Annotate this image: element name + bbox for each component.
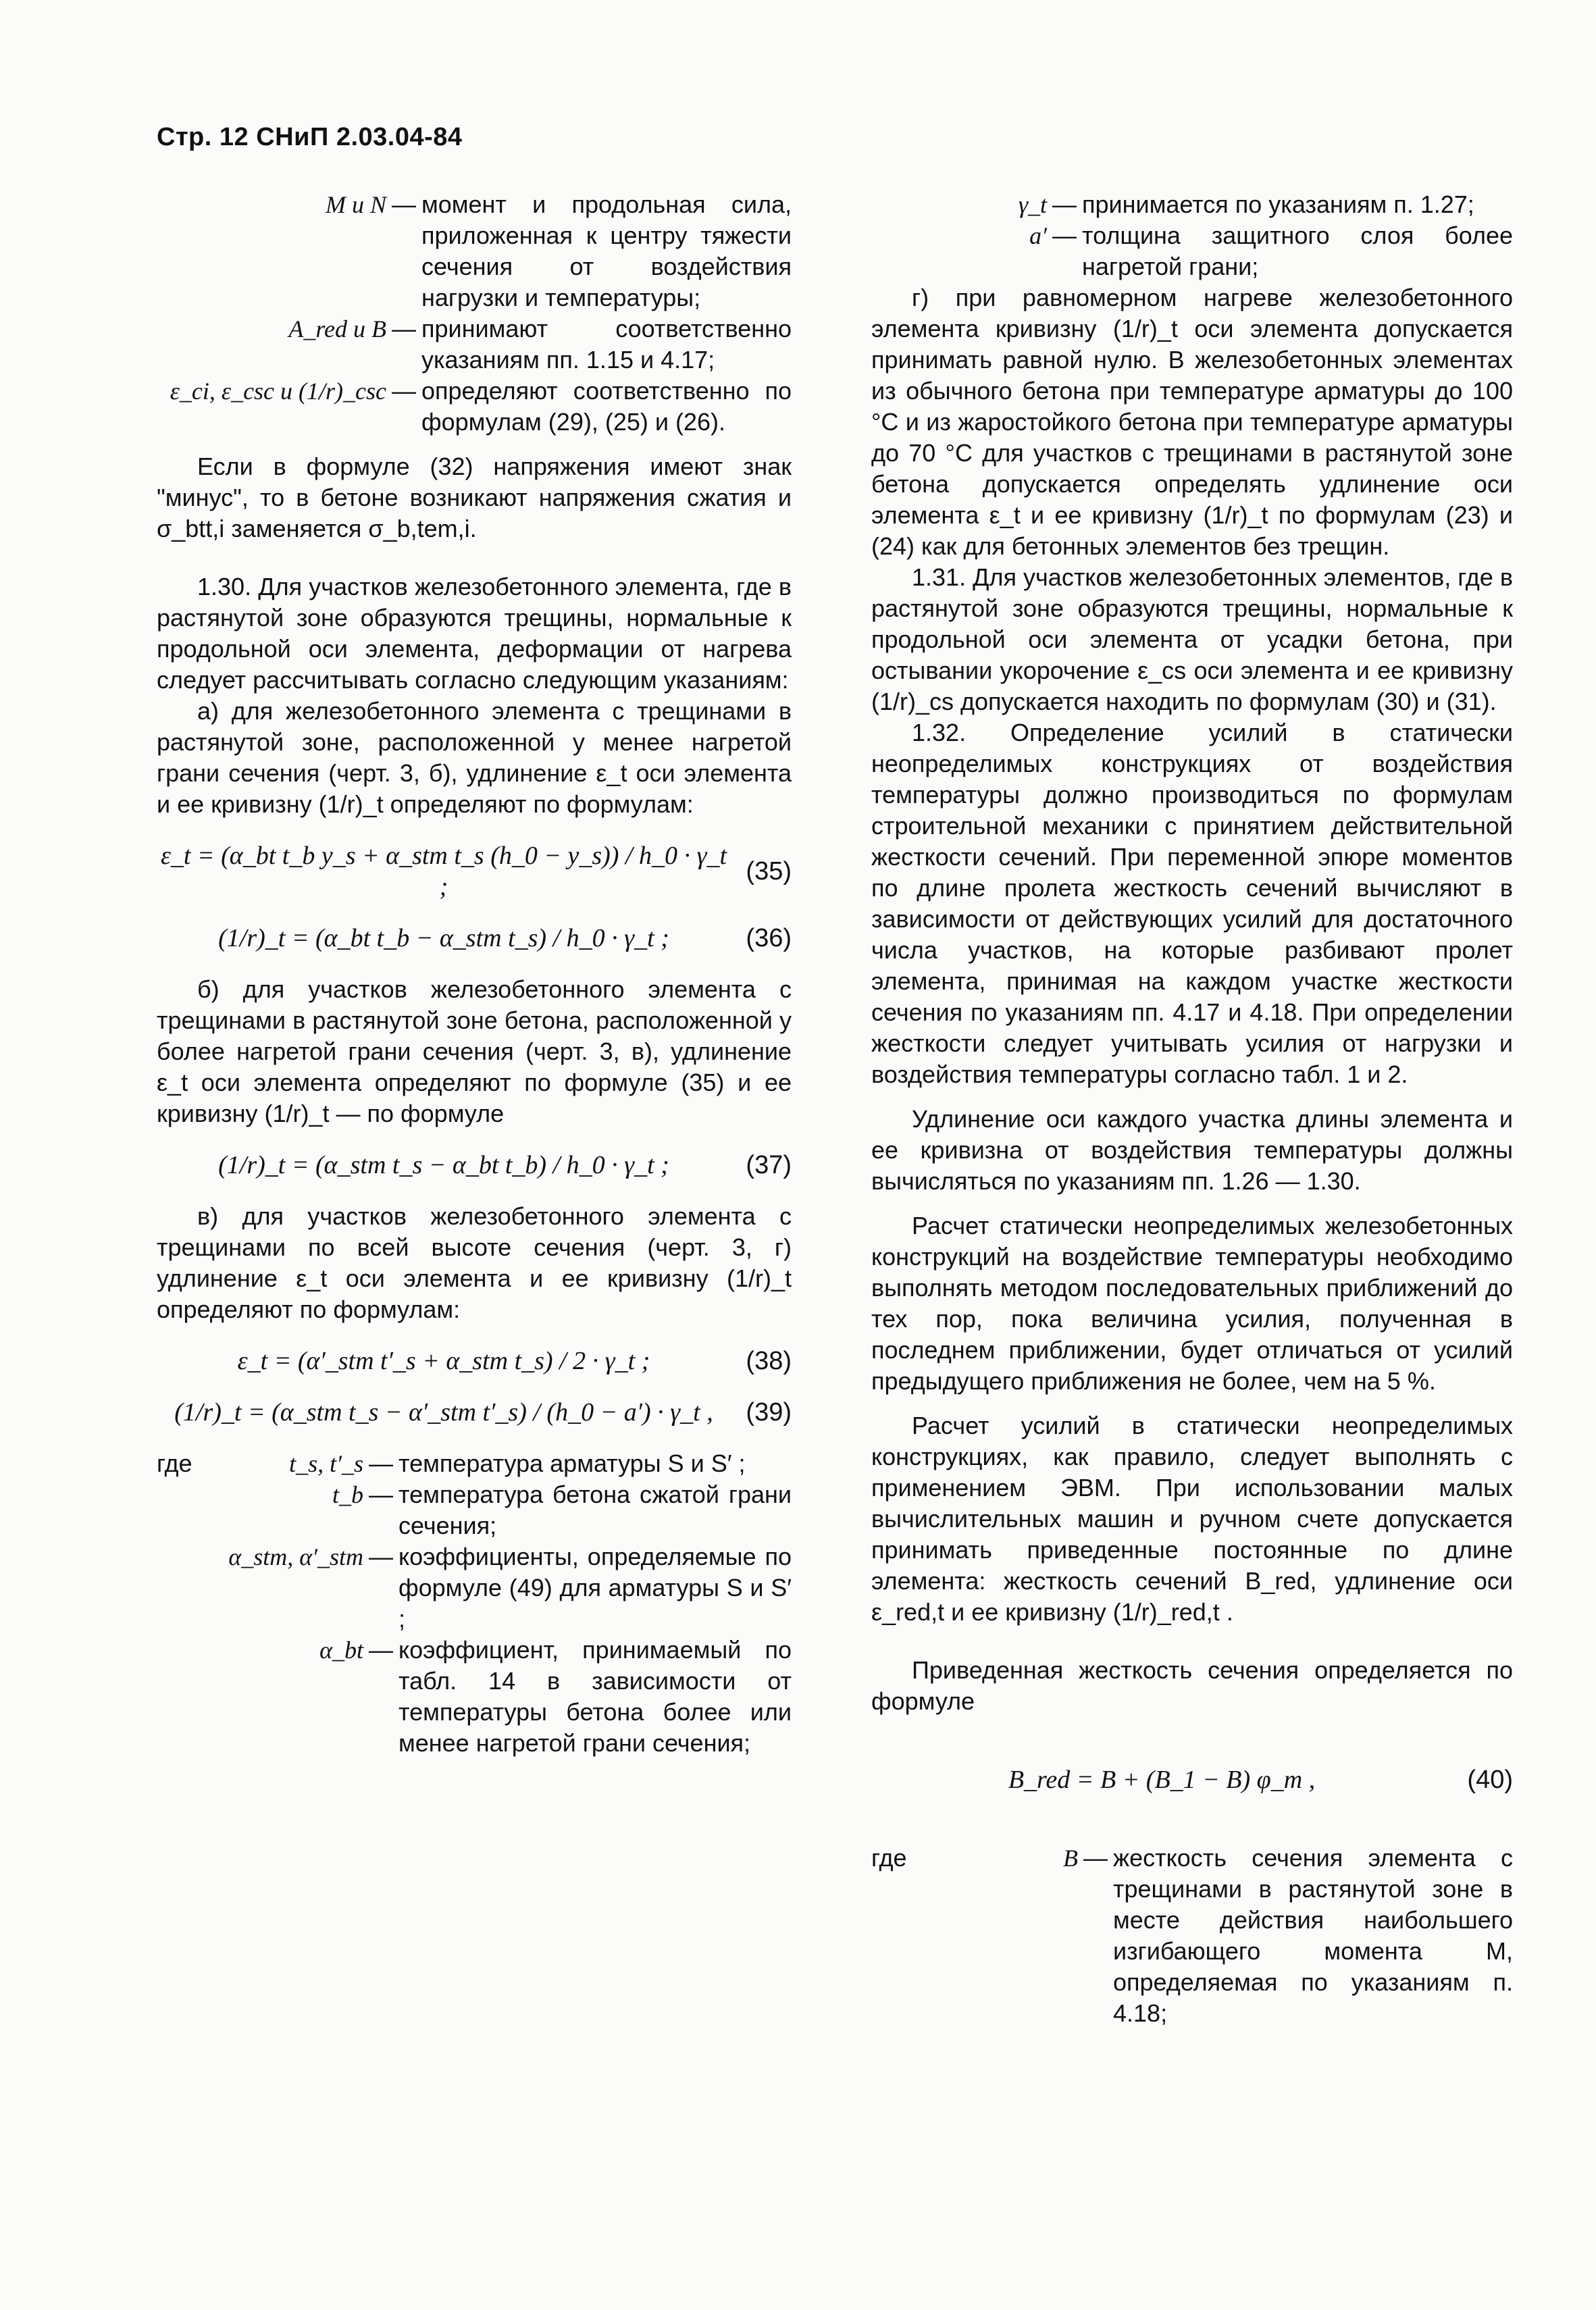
def-dash: —: [369, 1636, 393, 1664]
paragraph-1-31: 1.31. Для участков железобетонных элементов, где в растянутой зоне образуются трещины, нормальные к продольной оси элемента от усадки бетона, при остывании укорочение ε_cs оси элемента и ее кривизну (1/r)_cs допускается находить по формулам (30) и (31).: [871, 563, 1513, 715]
formula-number: (35): [746, 857, 792, 886]
formula-number: (39): [746, 1398, 792, 1427]
paragraph-v: в) для участков железобетонного элемента с трещинами по всей высоте сечения (черт. 3, г) удлинение ε_t оси элемента и ее кривизну (1/r)_t определяют по формулам:: [157, 1202, 792, 1323]
def-symbol: a′: [1029, 222, 1047, 249]
formula-expression: (1/r)_t = (α_stm t_s − α_bt t_b) / h_0 · γ_t ;: [218, 1151, 669, 1179]
def-text: принимают соответственно указаниям пп. 1.15 и 4.17;: [421, 315, 792, 374]
def-symbol: t_b: [332, 1481, 363, 1508]
where-label: где: [157, 1449, 192, 1477]
def-symbol: γ_t: [1018, 191, 1047, 218]
where-definitions: [871, 1843, 1513, 2029]
def-text: момент и продольная сила, приложенная к центру тяжести сечения от воздействия нагрузки и температуры;: [421, 190, 792, 311]
formula-40: [871, 1764, 1513, 1795]
paragraph-reduced-stiffness: Приведенная жесткость сечения определяется по формуле: [871, 1656, 1513, 1715]
formula-39: [157, 1397, 792, 1428]
def-text: принимается по указаниям п. 1.27;: [1082, 190, 1474, 218]
def-text: жесткость сечения элемента с трещинами в растянутой зоне в месте действия наибольшего изгибающего момента M, определяемая по указаниям п. 4.18;: [1113, 1844, 1513, 2027]
formula-expression: (1/r)_t = (α_stm t_s − α′_stm t′_s) / (h_0 − a′) · γ_t ,: [174, 1398, 713, 1427]
def-dash: —: [369, 1481, 393, 1508]
formula-35: [157, 840, 792, 902]
def-dash: —: [392, 377, 416, 405]
where-definitions: [157, 1448, 792, 1759]
definitions-list: [157, 189, 792, 438]
paragraph-a: а) для железобетонного элемента с трещинами в растянутой зоне, расположенной у менее нагретой грани сечения (черт. 3, б), удлинение ε_t оси элемента и ее кривизну (1/r)_t определяют по формулам:: [157, 697, 792, 818]
def-symbol: B: [1063, 1845, 1078, 1872]
def-dash: —: [369, 1543, 393, 1570]
paragraph-1-30: 1.30. Для участков железобетонного элемента, где в растянутой зоне образуются трещины, нормальные к продольной оси элемента, деформации от нагрева следует рассчитывать согласно следующим указаниям:: [157, 573, 792, 694]
formula-number: (40): [1467, 1766, 1513, 1794]
def-symbol: M и N: [326, 191, 386, 218]
page-header: Стр. 12 СНиП 2.03.04-84: [157, 123, 463, 151]
formula-36: [157, 923, 792, 954]
def-dash: —: [392, 190, 416, 218]
paragraph-elongation: Удлинение оси каждого участка длины элемента и ее кривизна от воздействия температуры должны вычисляться по указаниям пп. 1.26 — 1.30.: [871, 1105, 1513, 1195]
def-dash: —: [1083, 1844, 1108, 1872]
def-text: коэффициенты, определяемые по формуле (49) для арматуры S и S′ ;: [398, 1543, 792, 1633]
formula-number: (37): [746, 1151, 792, 1179]
formula-38: [157, 1345, 792, 1377]
def-text: температура бетона сжатой грани сечения;: [398, 1481, 792, 1539]
paragraph-g: г) при равномерном нагреве железобетонного элемента кривизну (1/r)_t оси элемента допускается принимать равной нулю. В железобетонных элементах из обычного бетона при температуре арматуры до 100 °С и из жаростойкого бетона при температуре арматуры до 70 °С для участков с трещинами в растянутой зоне бетона допускается определять удлинение оси элемента ε_t и ее кривизну (1/r)_t по формулам (23) и (24) как для бетонных элементов без трещин.: [871, 284, 1513, 560]
paragraph-b: б) для участков железобетонного элемента с трещинами в растянутой зоне бетона, расположенной у более нагретой грани сечения (черт. 3, в), удлинение ε_t оси элемента определяют по формуле (35) и ее кривизну (1/r)_t — по формуле: [157, 975, 792, 1127]
def-symbol: ε_ci, ε_csc и (1/r)_csc: [170, 378, 386, 405]
def-dash: —: [1052, 190, 1077, 218]
definitions-list: [871, 189, 1513, 282]
formula-expression: (1/r)_t = (α_bt t_b − α_stm t_s) / h_0 · γ_t ;: [218, 924, 669, 952]
def-symbol: α_stm, α′_stm: [228, 1543, 363, 1570]
def-text: толщина защитного слоя более нагретой грани;: [1082, 222, 1513, 280]
formula-37: [157, 1150, 792, 1181]
right-column: [871, 189, 1513, 2029]
paragraph-1-32: 1.32. Определение усилий в статически неопределимых конструкциях от воздействия температуры должно производиться по формулам строительной механики с принятием действительной жесткости сечений. При переменной эпюре моментов по длине пролета жесткость сечений вычисляют в зависимости от действующих усилий для достаточного числа участков, на которые разбивают пролет элемента, принимая на каждом участке жесткости сечения по указаниям пп. 4.17 и 4.18. При определении жесткости следует учитывать усилия от нагрузки и воздействия температуры согласно табл. 1 и 2.: [871, 719, 1513, 1088]
paragraph-sign: Если в формуле (32) напряжения имеют знак "минус", то в бетоне возникают напряжения сжатия и σ_btt,i заменяется σ_b,tem,i.: [157, 453, 792, 542]
def-symbol: A_red и B: [288, 315, 386, 342]
formula-expression: B_red = B + (B_1 − B) φ_m ,: [1008, 1766, 1316, 1794]
formula-expression: ε_t = (α′_stm t′_s + α_stm t_s) / 2 · γ_t ;: [237, 1347, 650, 1375]
def-text: коэффициент, принимаемый по табл. 14 в зависимости от температуры бетона более или менее нагретой грани сечения;: [398, 1636, 792, 1757]
def-dash: —: [392, 315, 416, 342]
formula-expression: ε_t = (α_bt t_b y_s + α_stm t_s (h_0 − y_s)) / h_0 · γ_t ;: [160, 842, 727, 901]
def-dash: —: [1052, 222, 1077, 249]
def-symbol: α_bt: [319, 1637, 363, 1664]
def-symbol: t_s, t′_s: [289, 1450, 363, 1477]
formula-number: (36): [746, 924, 792, 952]
where-label: где: [871, 1844, 907, 1872]
def-dash: —: [369, 1449, 393, 1477]
def-text: определяют соответственно по формулам (29), (25) и (26).: [421, 377, 792, 436]
left-column: [157, 189, 792, 1759]
formula-number: (38): [746, 1347, 792, 1375]
paragraph-calculation: Расчет статически неопределимых железобетонных конструкций на воздействие температуры необходимо выполнять методом последовательных приближений до тех пор, пока величина усилия, полученная в последнем приближении, будет отличаться от усилий предыдущего приближения не более, чем на 5 %.: [871, 1212, 1513, 1395]
paragraph-evm: Расчет усилий в статически неопределимых конструкциях, как правило, следует выполнять с применением ЭВМ. При использовании малых вычислительных машин и ручном счете допускается принимать приведенные постоянные по длине элемента: жесткость сечений B_red, удлинение оси ε_red,t и ее кривизну (1/r)_red,t .: [871, 1412, 1513, 1626]
def-text: температура арматуры S и S′ ;: [398, 1449, 746, 1477]
